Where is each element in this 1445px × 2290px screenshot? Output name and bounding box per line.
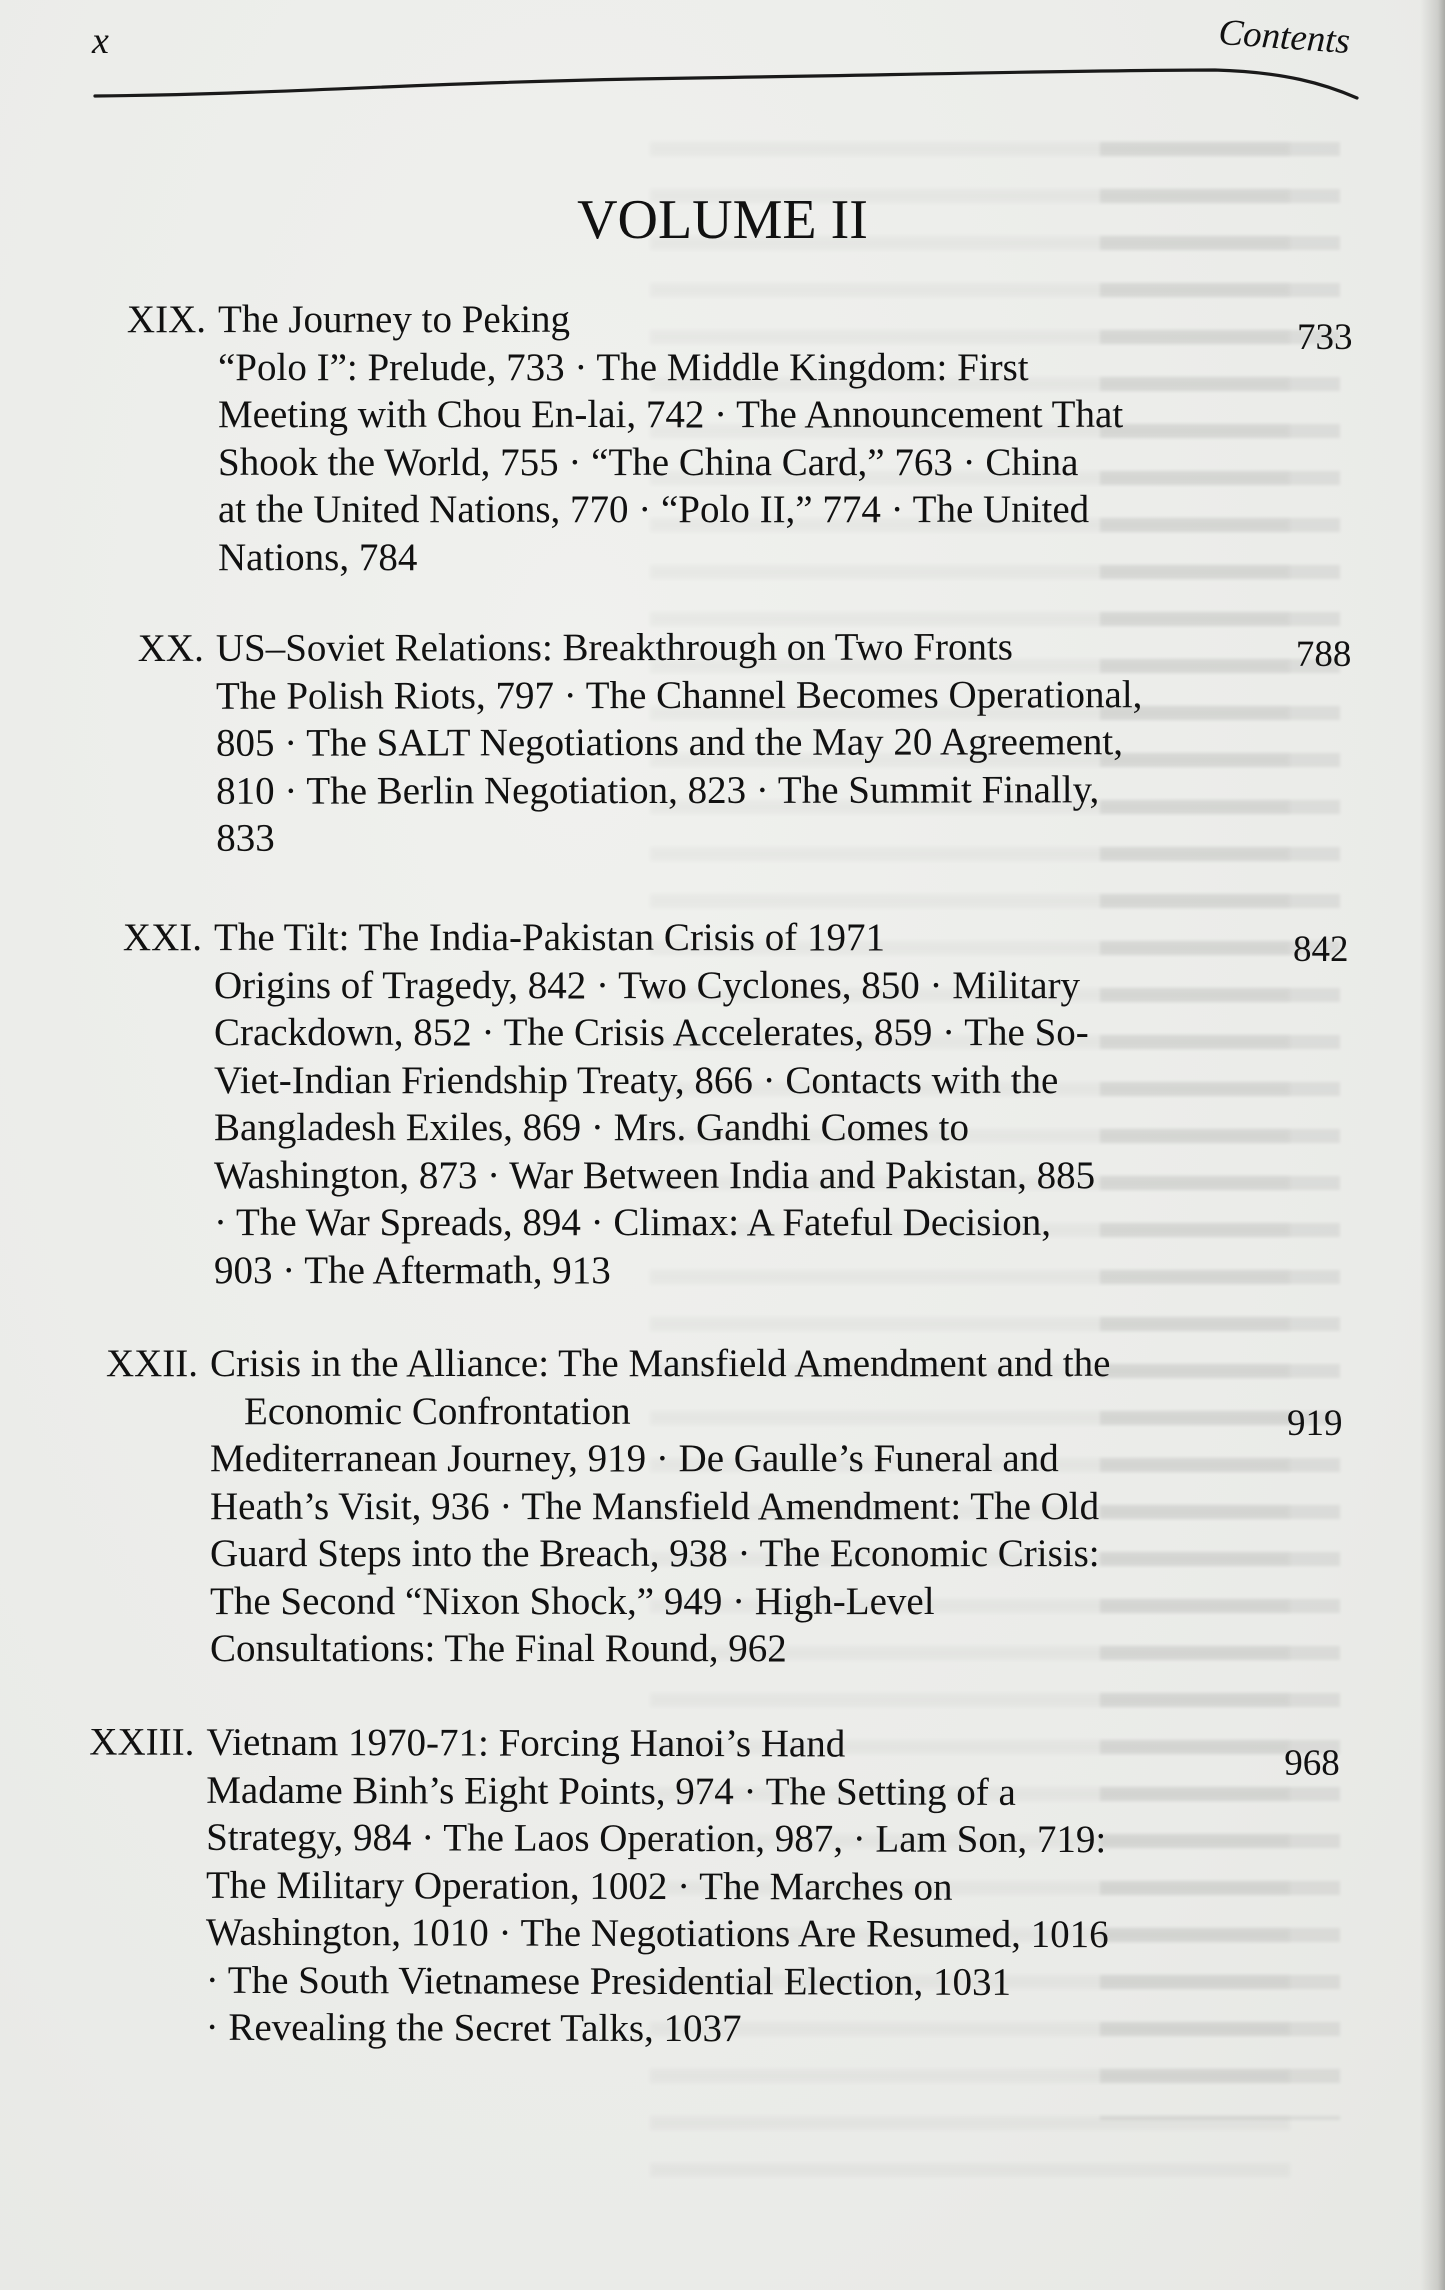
section-line: Mediterranean Journey, 919 · De Gaulle’s Funeral and: [210, 1437, 1059, 1480]
chapter-sections: [210, 1435, 1110, 1673]
toc-chapter-entry[interactable]: [122, 914, 1349, 1294]
chapter-title[interactable]: Vietnam 1970-71: Forcing Hanoi’s Hand: [206, 1720, 846, 1766]
section-line: Heath’s Visit, 936 · The Mansfield Amendment: The Old: [210, 1484, 1100, 1528]
toc-chapter-entry[interactable]: [137, 623, 1352, 862]
chapter-title[interactable]: The Tilt: The India-Pakistan Crisis of 1971: [214, 916, 885, 959]
section-line: Strategy, 984 · The Laos Operation, 987, · Lam Son, 719:: [206, 1815, 1107, 1862]
section-line: Washington, 1010 · The Negotiations Are Resumed, 1016: [205, 1910, 1109, 1957]
section-line: Viet-Indian Friendship Treaty, 866 · Contacts with the: [214, 1058, 1059, 1102]
running-head-title: Contents: [1217, 12, 1352, 63]
section-line: Bangladesh Exiles, 869 · Mrs. Gandhi Comes to: [214, 1106, 969, 1149]
section-line: Origins of Tragedy, 842 · Two Cyclones, 850 · Military: [214, 963, 1081, 1007]
chapter-title-continued[interactable]: Economic Confrontation: [244, 1389, 631, 1433]
toc-chapter-entry[interactable]: [89, 1719, 1340, 2054]
chapter-title[interactable]: US–Soviet Relations: Breakthrough on Two Fronts: [215, 625, 1013, 670]
section-line: 903 · The Aftermath, 913: [214, 1248, 611, 1292]
section-line: at the United Nations, 770 · “Polo II,” 774 · The United: [218, 488, 1090, 531]
chapter-title[interactable]: Crisis in the Alliance: The Mansfield Amendment and the: [210, 1342, 1111, 1385]
section-line: Shook the World, 755 · “The China Card,” 763 · China: [218, 440, 1079, 484]
section-line: Nations, 784: [218, 535, 418, 579]
section-line: 810 · The Berlin Negotiation, 823 · The Summit Finally,: [216, 767, 1100, 813]
section-line: Crackdown, 852 · The Crisis Accelerates, 859 · The So-: [214, 1011, 1089, 1054]
section-line: · Revealing the Secret Talks, 1037: [205, 2005, 742, 2051]
toc-chapter-entry[interactable]: [126, 296, 1353, 581]
bleed-through-text: [1100, 120, 1340, 2120]
section-line: The Polish Riots, 797 · The Channel Becomes Operational,: [215, 672, 1143, 718]
section-line: The Second “Nixon Shock,” 949 · High-Level: [210, 1579, 935, 1623]
chapter-sections: [216, 671, 1143, 863]
section-line: Guard Steps into the Breach, 938 · The Economic Crisis:: [210, 1532, 1100, 1575]
section-line: · The South Vietnamese Presidential Election, 1031: [205, 1958, 1012, 2004]
chapter-numeral: XXI.: [122, 916, 202, 959]
section-line: Consultations: The Final Round, 962: [210, 1627, 787, 1670]
chapter-page-number: 733: [1297, 317, 1353, 358]
header-rule: [95, 60, 1365, 120]
section-line: Meeting with Chou En-lai, 742 · The Announcement That: [218, 393, 1124, 436]
chapter-sections: [214, 962, 1095, 1295]
section-line: · The War Spreads, 894 · Climax: A Fateful Decision,: [214, 1201, 1052, 1244]
chapter-sections: [218, 344, 1123, 582]
chapter-numeral: XXIII.: [89, 1720, 195, 1764]
chapter-page-number: 919: [1287, 1403, 1343, 1444]
section-line: “Polo I”: Prelude, 733 · The Middle Kingdom: First: [218, 345, 1029, 389]
toc-chapter-entry[interactable]: [105, 1340, 1343, 1673]
chapter-numeral: XIX.: [126, 298, 206, 341]
section-line: Madame Binh’s Eight Points, 974 · The Setting of a: [206, 1768, 1016, 1814]
volume-heading-text: VOLUME II: [577, 189, 868, 251]
chapter-numeral: XX.: [137, 626, 204, 670]
section-line: The Military Operation, 1002 · The Marches on: [205, 1863, 953, 1909]
chapter-sections: [206, 1766, 1110, 2053]
section-line: Washington, 873 · War Between India and Pakistan, 885: [214, 1153, 1096, 1197]
section-line: 833: [216, 816, 275, 860]
chapter-title[interactable]: The Journey to Peking: [218, 298, 571, 341]
volume-heading: [0, 189, 1445, 251]
chapter-page-number: 788: [1295, 633, 1352, 675]
page-folio: x: [92, 20, 109, 62]
chapter-numeral: XXII.: [105, 1342, 198, 1385]
chapter-page-number: 968: [1284, 1742, 1340, 1784]
chapter-page-number: 842: [1293, 929, 1349, 970]
section-line: 805 · The SALT Negotiations and the May 20 Agreement,: [215, 720, 1124, 765]
